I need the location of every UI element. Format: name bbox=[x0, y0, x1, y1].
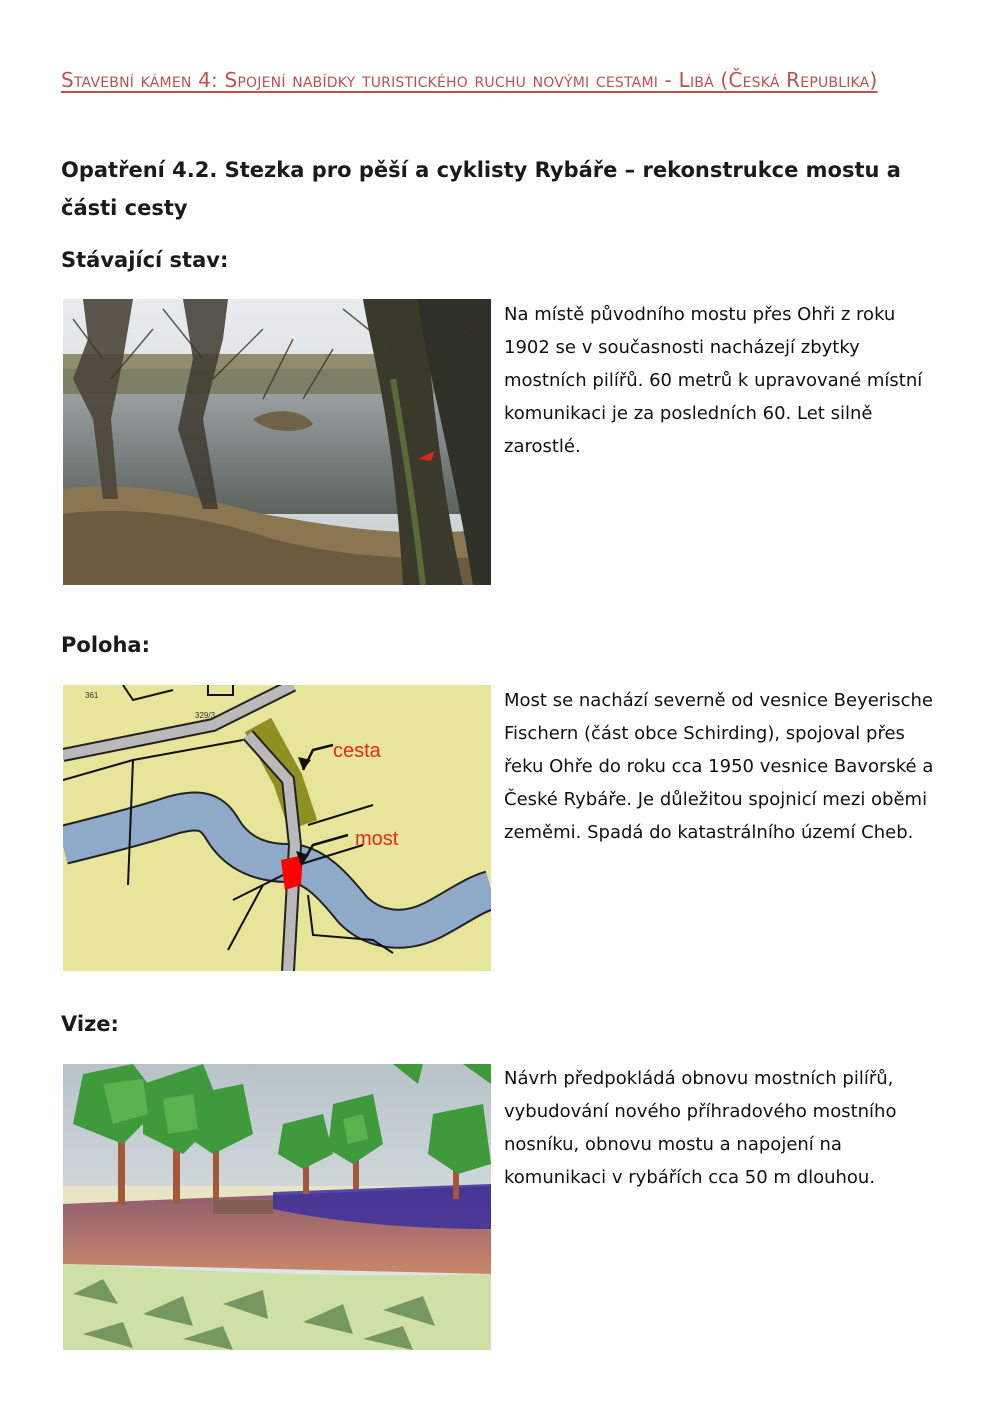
location-text: Most se nachází severně od vesnice Beyerische Fischern (část obce Schirding), spojoval přes řeku Ohře do roku cca 1950 vesnice Bavorské a České Rybáře. Je důležitou spojnicí mezi oběmi zeměmi. Spadá do katastrálního území Cheb. bbox=[504, 690, 934, 843]
page-title: Stavební kámen 4: Spojení nabídky turistického ruchu novými cestami - Libá (Česká Republika) bbox=[61, 68, 878, 92]
label-most: most bbox=[355, 828, 399, 850]
location-heading: Poloha: bbox=[61, 633, 150, 657]
current-state-heading: Stávající stav: bbox=[61, 248, 229, 272]
vision-text: Návrh předpokládá obnovu mostních pilířů, vybudování nového příhradového mostního nosníku, obnovu mostu a napojení na komunikaci v rybářích cca 50 m dlouhou. bbox=[504, 1068, 897, 1188]
location-map bbox=[63, 685, 491, 971]
measure-heading: Opatření 4.2. Stezka pro pěší a cyklisty Rybáře – rekonstrukce mostu a části cesty bbox=[61, 158, 901, 220]
current-state-photo bbox=[63, 299, 491, 585]
label-cesta: cesta bbox=[333, 740, 381, 762]
parcel-number-1: 361 bbox=[85, 691, 99, 700]
current-state-text: Na místě původního mostu přes Ohři z roku 1902 se v současnosti nacházejí zbytky mostních pilířů. 60 metrů k upravované místní komunikaci je za posledních 60. Let silně zarostlé. bbox=[504, 304, 923, 457]
vision-render bbox=[63, 1064, 491, 1350]
parcel-number-2: 329/3 bbox=[195, 711, 216, 720]
vision-heading: Vize: bbox=[61, 1012, 119, 1036]
